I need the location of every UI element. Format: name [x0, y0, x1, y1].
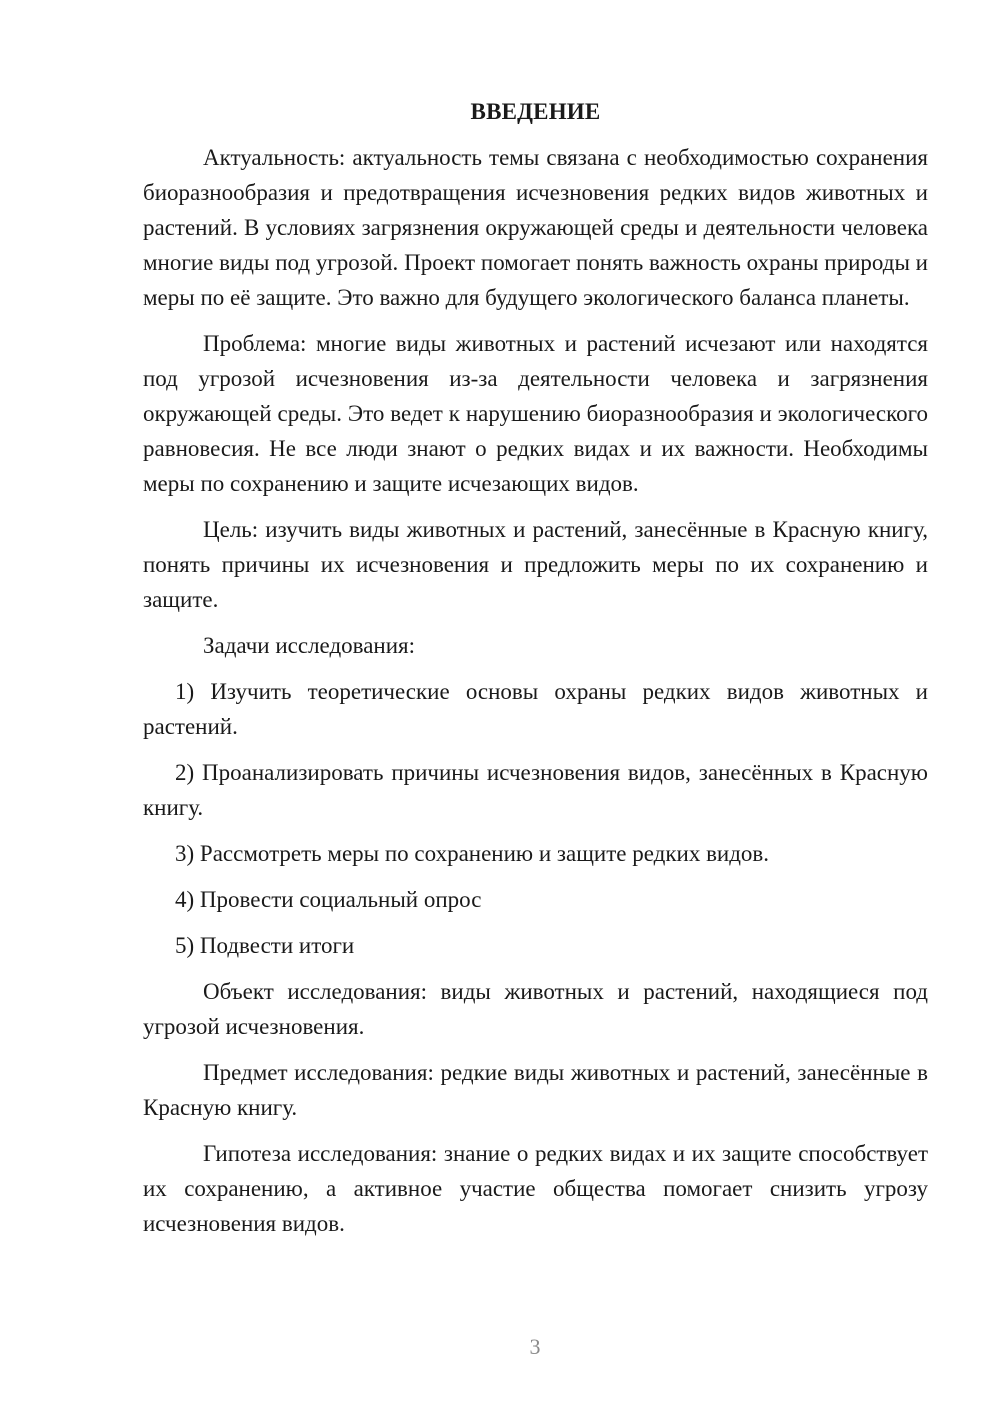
task-item-5: 5) Подвести итоги — [175, 933, 355, 958]
task-item-1: 1) Изучить теоретические основы охраны редких видов животных и растений. — [143, 679, 928, 739]
section-title: ВВЕДЕНИЕ — [470, 99, 601, 124]
goal-paragraph: Цель: изучить виды животных и растений, занесённые в Красную книгу, понять причины их исчезновения и предложить меры по их сохранению и защите. — [143, 517, 928, 612]
subject-paragraph: Предмет исследования: редкие виды животных и растений, занесённые в Красную книгу. — [143, 1060, 928, 1120]
relevance-paragraph: Актуальность: актуальность темы связана с необходимостью сохранения биоразнообразия и предотвращения исчезновения редких видов животных и растений. В условиях загрязнения окружающей среды и деятельности человека многие виды под угрозой. Проект помогает понять важность охраны природы и меры по её защите. Это важно для будущего экологического баланса планеты. — [143, 145, 928, 310]
task-item-3: 3) Рассмотреть меры по сохранению и защите редких видов. — [175, 841, 770, 866]
document-body — [143, 94, 928, 1252]
object-paragraph: Объект исследования: виды животных и растений, находящиеся под угрозой исчезновения. — [143, 979, 928, 1039]
tasks-heading: Задачи исследования: — [203, 633, 416, 658]
hypothesis-paragraph: Гипотеза исследования: знание о редких видах и их защите способствует их сохранению, а активное участие общества помогает снизить угрозу исчезновения видов. — [143, 1141, 928, 1236]
task-item-2: 2) Проанализировать причины исчезновения видов, занесённых в Красную книгу. — [143, 760, 928, 820]
task-item-4: 4) Провести социальный опрос — [175, 887, 482, 912]
problem-paragraph: Проблема: многие виды животных и растений исчезают или находятся под угрозой исчезновения из-за деятельности человека и загрязнения окружающей среды. Это ведет к нарушению биоразнообразия и экологического равновесия. Не все люди знают о редких видах и их важности. Необходимы меры по сохранению и защите исчезающих видов. — [143, 331, 928, 496]
page-number: 3 — [529, 1334, 541, 1359]
